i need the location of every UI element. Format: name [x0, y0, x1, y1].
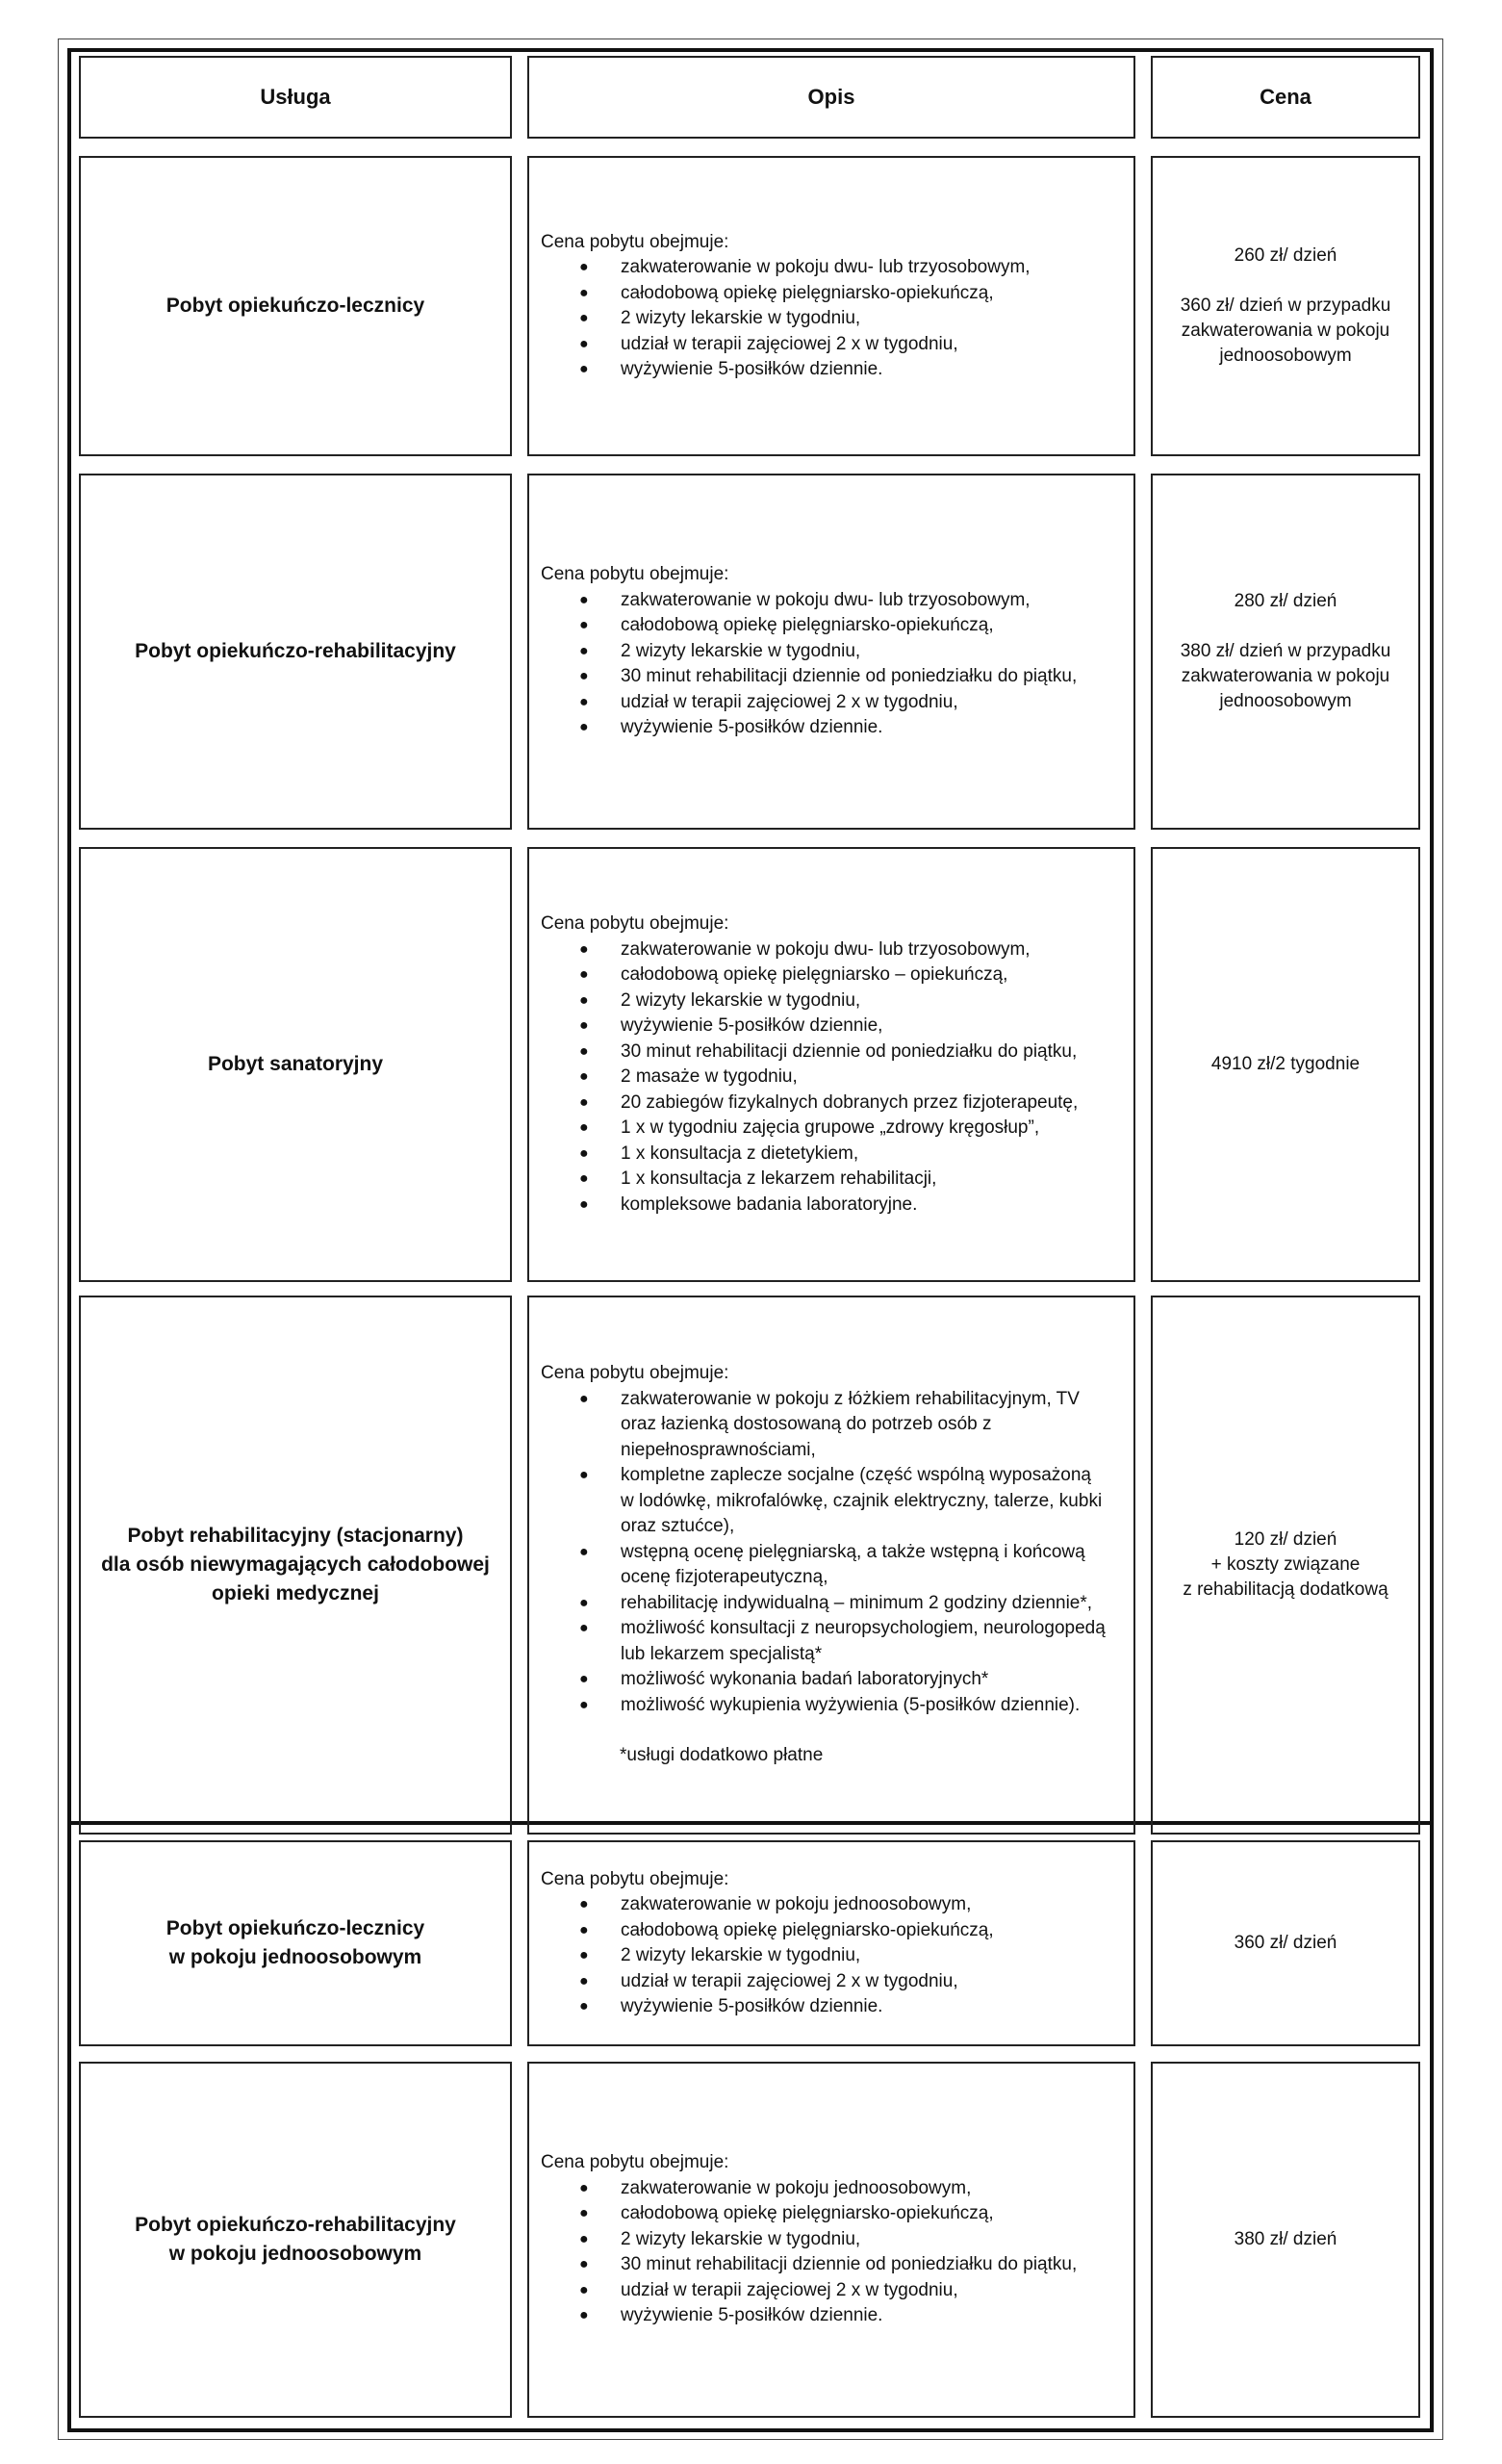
bullet-icon: ●	[579, 2205, 589, 2222]
list-item	[541, 306, 1133, 332]
list-item	[541, 1387, 1133, 1464]
list-item	[541, 281, 1133, 307]
list-item	[541, 2227, 1133, 2253]
list-item-text: 2 wizyty lekarskie w tygodniu,	[621, 989, 861, 1011]
bullet-icon: ●	[579, 719, 589, 736]
bullet-icon: ●	[579, 259, 589, 275]
description-content	[541, 230, 1133, 383]
description-content	[541, 1361, 1133, 1769]
list-item	[541, 715, 1133, 741]
list-item-text: rehabilitację indywidualną – minimum 2 godziny dziennie*,	[621, 1592, 1093, 1613]
price-line: z rehabilitacją dodatkową	[1183, 1579, 1388, 1600]
list-item-text: wyżywienie 5-posiłków dziennie.	[621, 717, 883, 738]
description-content	[541, 562, 1133, 741]
description-cell	[527, 2062, 1135, 2418]
list-item	[541, 1693, 1133, 1719]
service-cell	[79, 1296, 512, 1835]
header-description: Opis	[807, 85, 855, 109]
list-item	[541, 255, 1133, 281]
price-line: + koszty związane	[1210, 1554, 1361, 1575]
list-item	[541, 1943, 1133, 1969]
description-cell	[527, 474, 1135, 830]
bullet-icon: ●	[579, 1696, 589, 1713]
price-line: 360 zł/ dzień	[1234, 1933, 1337, 1953]
list-item	[541, 937, 1133, 963]
list-item	[541, 1065, 1133, 1091]
service-name	[101, 1522, 490, 1608]
list-item-text: 2 wizyty lekarskie w tygodniu,	[621, 640, 861, 661]
service-name	[166, 292, 424, 321]
list-item-text: wyżywienie 5-posiłków dziennie.	[621, 359, 883, 379]
bullet-icon: ●	[579, 1671, 589, 1688]
list-item	[541, 2252, 1133, 2278]
list-item	[541, 1091, 1133, 1116]
description-cell	[527, 156, 1135, 456]
list-item-text: zakwaterowanie w pokoju jednoosobowym,	[621, 2177, 972, 2198]
list-item-text: całodobową opiekę pielęgniarsko-opiekuńczą,	[621, 282, 994, 303]
service-name-line: dla osób niewymagających całodobowej	[101, 1553, 490, 1576]
list-item-text: 20 zabiegów fizykalnych dobranych przez fizjoterapeutę,	[621, 1091, 1079, 1113]
list-item	[541, 1116, 1133, 1142]
service-cell	[79, 847, 512, 1282]
price-cell	[1151, 2062, 1420, 2418]
description-intro: Cena pobytu obejmuje:	[541, 913, 729, 934]
bullet-icon: ●	[579, 2281, 589, 2298]
list-item	[541, 357, 1133, 383]
header-price-cell	[1151, 56, 1420, 139]
bullet-icon: ●	[579, 361, 589, 377]
bullet-icon: ●	[579, 1068, 589, 1085]
bullet-icon: ●	[579, 693, 589, 710]
list-item	[541, 690, 1133, 716]
bullet-icon: ●	[579, 1543, 589, 1560]
service-name-line: w pokoju jednoosobowym	[168, 2243, 422, 2265]
service-cell	[79, 1840, 512, 2046]
description-list	[541, 1387, 1133, 1719]
header-price: Cena	[1260, 85, 1311, 109]
list-item	[541, 1667, 1133, 1693]
service-name-line: Pobyt opiekuńczo-lecznicy	[165, 295, 425, 317]
list-item-text: zakwaterowanie w pokoju dwu- lub trzyosobowym,	[621, 589, 1031, 610]
service-cell	[79, 474, 512, 830]
price-line: 120 zł/ dzień	[1234, 1529, 1337, 1550]
bullet-icon: ●	[579, 1144, 589, 1162]
list-item-text: udział w terapii zajęciowej 2 x w tygodniu,	[621, 2279, 958, 2300]
price-cell	[1151, 1840, 1420, 2046]
list-item-text: możliwość konsultacji z neuropsychologiem, neurologopedą lub lekarzem specjalistą*	[621, 1618, 1106, 1664]
bullet-icon: ●	[579, 1042, 589, 1060]
bullet-icon: ●	[579, 1921, 589, 1938]
service-name-line: Pobyt rehabilitacyjny (stacjonarny)	[127, 1525, 464, 1547]
price-line: jednoosobowym	[1219, 346, 1352, 366]
list-item-text: zakwaterowanie w pokoju jednoosobowym,	[621, 1894, 972, 1914]
description-list	[541, 588, 1133, 741]
price-line: zakwaterowania w pokoju	[1181, 666, 1390, 686]
description-list	[541, 937, 1133, 1219]
price-gap	[1181, 269, 1391, 294]
price-line: jednoosobowym	[1219, 691, 1352, 711]
footnote: *usługi dodatkowo płatne	[620, 1745, 824, 1766]
service-name	[166, 1914, 424, 1972]
bullet-icon: ●	[579, 668, 589, 685]
description-cell	[527, 847, 1135, 1282]
list-item-text: 1 x konsultacja z lekarzem rehabilitacji,	[621, 1168, 937, 1189]
price-line: 360 zł/ dzień w przypadku	[1180, 295, 1391, 316]
list-item-text: udział w terapii zajęciowej 2 x w tygodniu,	[621, 333, 958, 354]
bullet-icon: ●	[579, 966, 589, 983]
price-line: 260 zł/ dzień	[1234, 245, 1337, 266]
service-name	[208, 1050, 383, 1079]
description-intro: Cena pobytu obejmuje:	[541, 1868, 729, 1889]
price-cell	[1151, 474, 1420, 830]
list-item	[541, 988, 1133, 1014]
list-item	[541, 1014, 1133, 1040]
list-item-text: całodobową opiekę pielęgniarsko-opiekuńczą,	[621, 2203, 994, 2224]
service-name-line: w pokoju jednoosobowym	[168, 1946, 422, 1968]
description-list	[541, 255, 1133, 383]
list-item-text: 2 wizyty lekarskie w tygodniu,	[621, 1945, 861, 1965]
bullet-icon: ●	[579, 2307, 589, 2324]
list-item-text: kompletne zaplecze socjalne (część wspólną wyposażoną w lodówkę, mikrofalówkę, czajnik elektryczny, talerze, kubki oraz sztućce),	[621, 1465, 1103, 1537]
bullet-icon: ●	[579, 940, 589, 958]
list-item-text: 2 masaże w tygodniu,	[621, 1066, 798, 1087]
list-item-text: wyżywienie 5-posiłków dziennie,	[621, 1015, 883, 1036]
header-service: Usługa	[260, 85, 331, 109]
list-item	[541, 2201, 1133, 2227]
list-item-text: 2 wizyty lekarskie w tygodniu,	[621, 2228, 861, 2249]
description-list	[541, 2176, 1133, 2329]
bullet-icon: ●	[579, 310, 589, 326]
list-item	[541, 1540, 1133, 1591]
list-item-text: 30 minut rehabilitacji dziennie od poniedziałku do piątku,	[621, 666, 1078, 687]
list-item-text: możliwość wykonania badań laboratoryjnych*	[621, 1669, 989, 1690]
bullet-icon: ●	[579, 1896, 589, 1912]
bullet-icon: ●	[579, 1972, 589, 1989]
description-content	[541, 1867, 1133, 2020]
list-item	[541, 1463, 1133, 1540]
list-item	[541, 962, 1133, 988]
bullet-icon: ●	[579, 1998, 589, 2015]
list-item	[541, 1969, 1133, 1995]
service-name-line: Pobyt sanatoryjny	[207, 1053, 384, 1075]
description-content	[541, 911, 1133, 1218]
bullet-icon: ●	[579, 2256, 589, 2273]
price-value	[1235, 1931, 1337, 1956]
bullet-icon: ●	[579, 1947, 589, 1964]
service-name	[135, 2211, 456, 2269]
bullet-icon: ●	[579, 1170, 589, 1187]
price-line: 4910 zł/2 tygodnie	[1210, 1054, 1361, 1074]
list-item	[541, 2303, 1133, 2329]
service-cell	[79, 2062, 512, 2418]
price-cell	[1151, 847, 1420, 1282]
price-value	[1181, 589, 1391, 714]
list-item	[541, 1142, 1133, 1168]
list-item-text: całodobową opiekę pielęgniarsko-opiekuńczą,	[621, 1919, 994, 1940]
description-cell	[527, 1840, 1135, 2046]
list-item	[541, 588, 1133, 614]
bullet-icon: ●	[579, 1195, 589, 1213]
list-item-text: zakwaterowanie w pokoju dwu- lub trzyosobowym,	[621, 257, 1031, 277]
service-name-line: Pobyt opiekuńczo-rehabilitacyjny	[135, 2214, 456, 2236]
bullet-icon: ●	[579, 1390, 589, 1407]
price-value	[1181, 244, 1391, 369]
list-item	[541, 1918, 1133, 1944]
price-line: 380 zł/ dzień	[1234, 2229, 1337, 2249]
header-description-cell	[527, 56, 1135, 139]
list-item-text: 1 x konsultacja z dietetykiem,	[621, 1142, 859, 1164]
list-item-text: możliwość wykupienia wyżywienia (5-posiłków dziennie).	[621, 1694, 1081, 1715]
list-item	[541, 1040, 1133, 1065]
price-line: zakwaterowania w pokoju	[1181, 321, 1390, 341]
list-item-text: wstępną ocenę pielęgniarską, a także wstępną i końcową ocenę fizjoterapeutyczną,	[621, 1541, 1085, 1588]
price-value	[1211, 1052, 1360, 1077]
list-item	[541, 1591, 1133, 1617]
list-item-text: 2 wizyty lekarskie w tygodniu,	[621, 308, 861, 328]
list-item-text: zakwaterowanie w pokoju z łóżkiem rehabilitacyjnym, TV oraz łazienką dostosowaną do potrzeb osób z niepełnosprawnościami,	[621, 1388, 1080, 1460]
list-item	[541, 1167, 1133, 1193]
description-content	[541, 2150, 1133, 2329]
bullet-icon: ●	[579, 617, 589, 634]
price-line: 280 zł/ dzień	[1234, 591, 1337, 611]
list-item	[541, 664, 1133, 690]
service-name-line: Pobyt opiekuńczo-lecznicy	[165, 1917, 425, 1939]
price-value	[1235, 2227, 1337, 2252]
header-service-cell	[79, 56, 512, 139]
bullet-icon: ●	[579, 1594, 589, 1611]
bullet-icon: ●	[579, 335, 589, 352]
bullet-icon: ●	[579, 591, 589, 608]
list-item	[541, 1616, 1133, 1667]
bullet-icon: ●	[579, 1467, 589, 1484]
service-cell	[79, 156, 512, 456]
service-name-line: Pobyt opiekuńczo-rehabilitacyjny	[135, 640, 456, 662]
list-item	[541, 332, 1133, 358]
list-item-text: zakwaterowanie w pokoju dwu- lub trzyosobowym,	[621, 938, 1031, 960]
bullet-icon: ●	[579, 284, 589, 301]
bullet-icon: ●	[579, 1017, 589, 1034]
description-list	[541, 1892, 1133, 2020]
list-item	[541, 1193, 1133, 1219]
list-item	[541, 613, 1133, 639]
bullet-icon: ●	[579, 991, 589, 1009]
list-item-text: udział w terapii zajęciowej 2 x w tygodniu,	[621, 1970, 958, 1991]
bullet-icon: ●	[579, 642, 589, 659]
list-item-text: całodobową opiekę pielęgniarsko-opiekuńczą,	[621, 615, 994, 636]
list-item	[541, 639, 1133, 665]
list-item	[541, 2278, 1133, 2304]
list-item-text: udział w terapii zajęciowej 2 x w tygodniu,	[621, 691, 958, 712]
bullet-icon: ●	[579, 2179, 589, 2196]
price-gap	[1181, 614, 1391, 639]
list-item-text: 30 minut rehabilitacji dziennie od poniedziałku do piątku,	[621, 2254, 1078, 2275]
description-cell	[527, 1296, 1135, 1835]
list-item-text: całodobową opiekę pielęgniarsko – opiekuńczą,	[621, 964, 1008, 985]
price-line: 380 zł/ dzień w przypadku	[1180, 641, 1391, 661]
list-item	[541, 1994, 1133, 2020]
bullet-icon: ●	[579, 1093, 589, 1111]
description-intro: Cena pobytu obejmuje:	[541, 564, 729, 585]
list-item-text: wyżywienie 5-posiłków dziennie.	[621, 2305, 883, 2326]
list-item	[541, 1892, 1133, 1918]
bullet-icon: ●	[579, 1620, 589, 1637]
description-intro: Cena pobytu obejmuje:	[541, 231, 729, 252]
service-name-line: opieki medycznej	[212, 1582, 379, 1604]
bullet-icon: ●	[579, 2230, 589, 2247]
list-item-text: 1 x w tygodniu zajęcia grupowe „zdrowy kręgosłup”,	[621, 1117, 1040, 1138]
list-item-text: wyżywienie 5-posiłków dziennie.	[621, 1996, 883, 2016]
list-item-text: kompleksowe badania laboratoryjne.	[621, 1194, 918, 1215]
service-name	[135, 637, 456, 666]
bullet-icon: ●	[579, 1119, 589, 1136]
list-item	[541, 2176, 1133, 2202]
list-item-text: 30 minut rehabilitacji dziennie od poniedziałku do piątku,	[621, 1040, 1078, 1062]
price-cell	[1151, 156, 1420, 456]
description-intro: Cena pobytu obejmuje:	[541, 1363, 729, 1384]
price-value	[1183, 1527, 1387, 1603]
description-intro: Cena pobytu obejmuje:	[541, 2152, 729, 2173]
price-cell	[1151, 1296, 1420, 1835]
